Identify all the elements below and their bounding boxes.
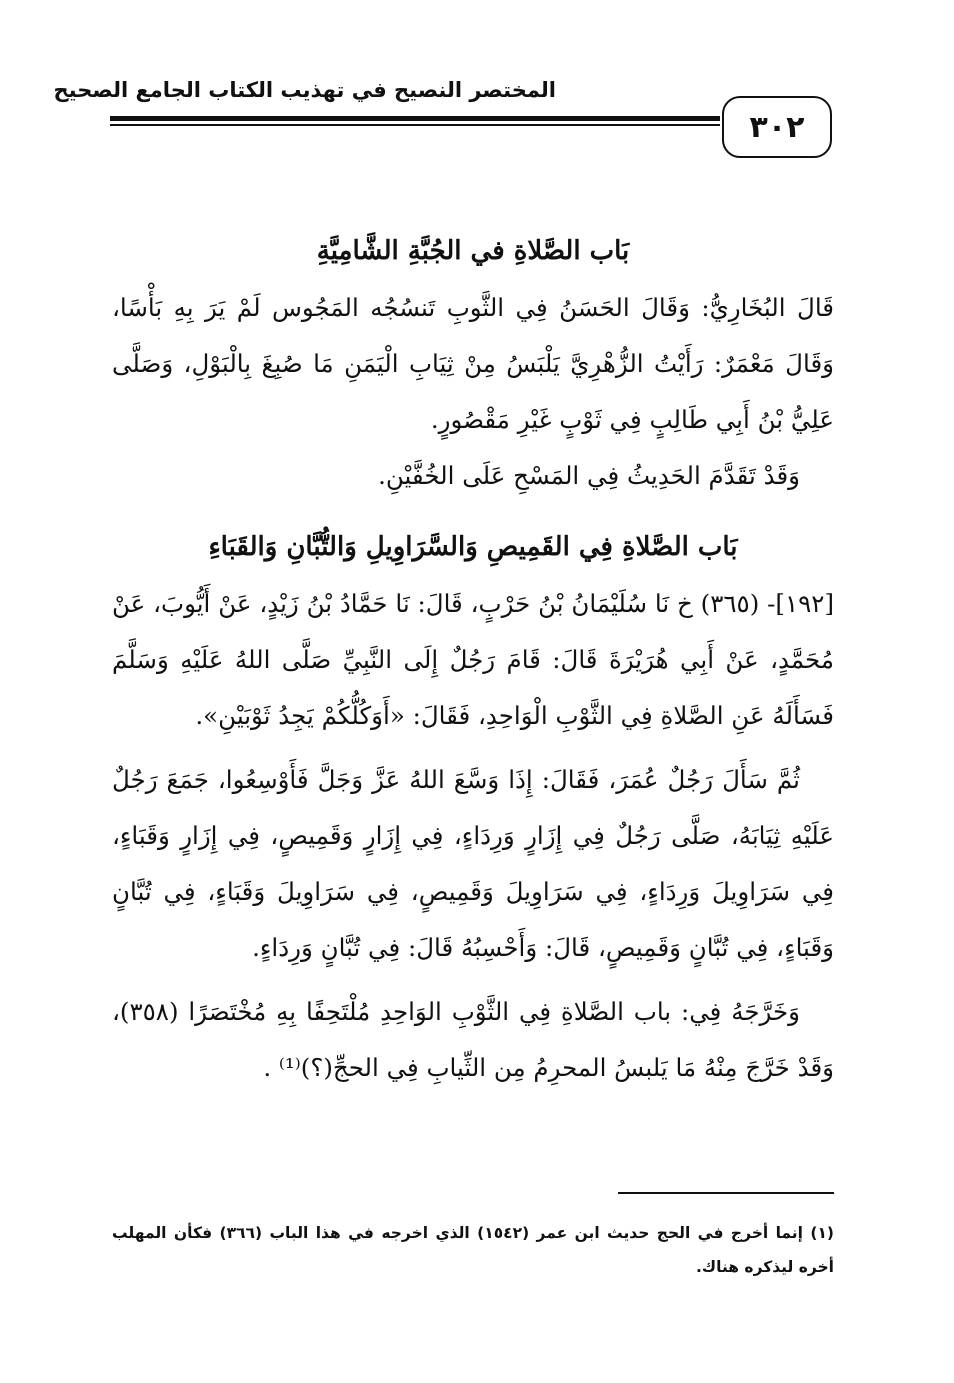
chapter-heading-1: بَاب الصَّلاةِ في الجُبَّةِ الشَّامِيَّةِ [316,236,630,266]
footnote-1: (١) إنما أخرج في الحج حديث ابن عمر (١٥٤٢) الذي اخرجه في هذا الباب (٣٦٦) فكأن المهلب أخره ليذكره هناك. [112,1224,834,1276]
paragraph-hadith-192: [١٩٢]- (٣٦٥) خ نَا سُلَيْمَانُ بْنُ حَرْبٍ، قَالَ: نَا حَمَّادُ بْنُ زَيْدٍ، عَنْ أَيُّوبَ، عَنْ مُحَمَّدٍ، عَنْ أَبِي هُرَيْرَةَ قَالَ: قَامَ رَجُلٌ إِلَى النَّبِيِّ صَلَّى اللهُ عَلَيْهِ وَسَلَّمَ فَسَأَلَهُ عَنِ الصَّلاةِ فِي الثَّوْبِ الْوَاحِدِ، فَقَالَ: «أَوَكُلُّكُمْ يَجِدُ ثَوْبَيْنِ». [112,589,834,730]
paragraph-takhrij: وَخَرَّجَهُ فِي: باب الصَّلاةِ فِي الثَّوْبِ الوَاحِدِ مُلْتَحِفًا بِهِ مُخْتَصَرًا (٣٥٨)، وَقَدْ خَرَّجَ مِنْهُ مَا يَلبسُ المحرِمُ مِن الثِّيابِ فِي الحجِّ(؟)⁽¹⁾ . [112,997,834,1082]
paragraph-cross-reference: وَقَدْ تَقَدَّمَ الحَدِيثُ فِي المَسْحِ عَلَى الخُفَّيْنِ. [378,461,800,490]
running-header-title: المختصر النصيح في تهذيب الكتاب الجامع الصحيح [53,78,556,102]
paragraph-bukhari-commentary: قَالَ البُخَارِيُّ: وَقَالَ الحَسَنُ فِي الثَّوبِ تَنسُجُه المَجُوس لَمْ يَرَ بِهِ بَأْسًا، وَقَالَ مَعْمَرٌ: رَأَيْتُ الزُّهْرِيَّ يَلْبَسُ مِنْ ثِيَابِ الْيَمَنِ مَا صُبِغَ بِالْبَوْلِ، وَصَلَّى عَلِيُّ بْنُ أَبِي طَالِبٍ فِي ثَوْبٍ غَيْرِ مَقْصُورٍ. [112,293,834,434]
header-rule [110,116,720,126]
paragraph-umar-response: ثُمَّ سَأَلَ رَجُلٌ عُمَرَ، فَقَالَ: إِذَا وَسَّعَ اللهُ عَزَّ وَجَلَّ فَأَوْسِعُوا، جَمَعَ رَجُلٌ عَلَيْهِ ثِيَابَهُ، صَلَّى رَجُلٌ فِي إِزَارٍ وَرِدَاءٍ، فِي إِزَارٍ وَقَمِيصٍ، فِي إِزَارٍ وَقَبَاءٍ، فِي سَرَاوِيلَ وَرِدَاءٍ، فِي سَرَاوِيلَ وَقَمِيصٍ، فِي سَرَاوِيلَ وَقَبَاءٍ، فِي تُبَّانٍ وَقَبَاءٍ، فِي تُبَّانٍ وَقَمِيصٍ، قَالَ: وَأَحْسِبُهُ قَالَ: فِي تُبَّانٍ وَرِدَاءٍ. [112,765,834,962]
page-number: ٣٠٢ [722,96,832,158]
footnote-rule [618,1192,834,1194]
chapter-heading-2: بَاب الصَّلاةِ فِي القَمِيصِ وَالسَّرَاوِيلِ وَالتُّبَّانِ وَالقَبَاءِ [208,532,738,562]
page-body [112,222,834,1096]
